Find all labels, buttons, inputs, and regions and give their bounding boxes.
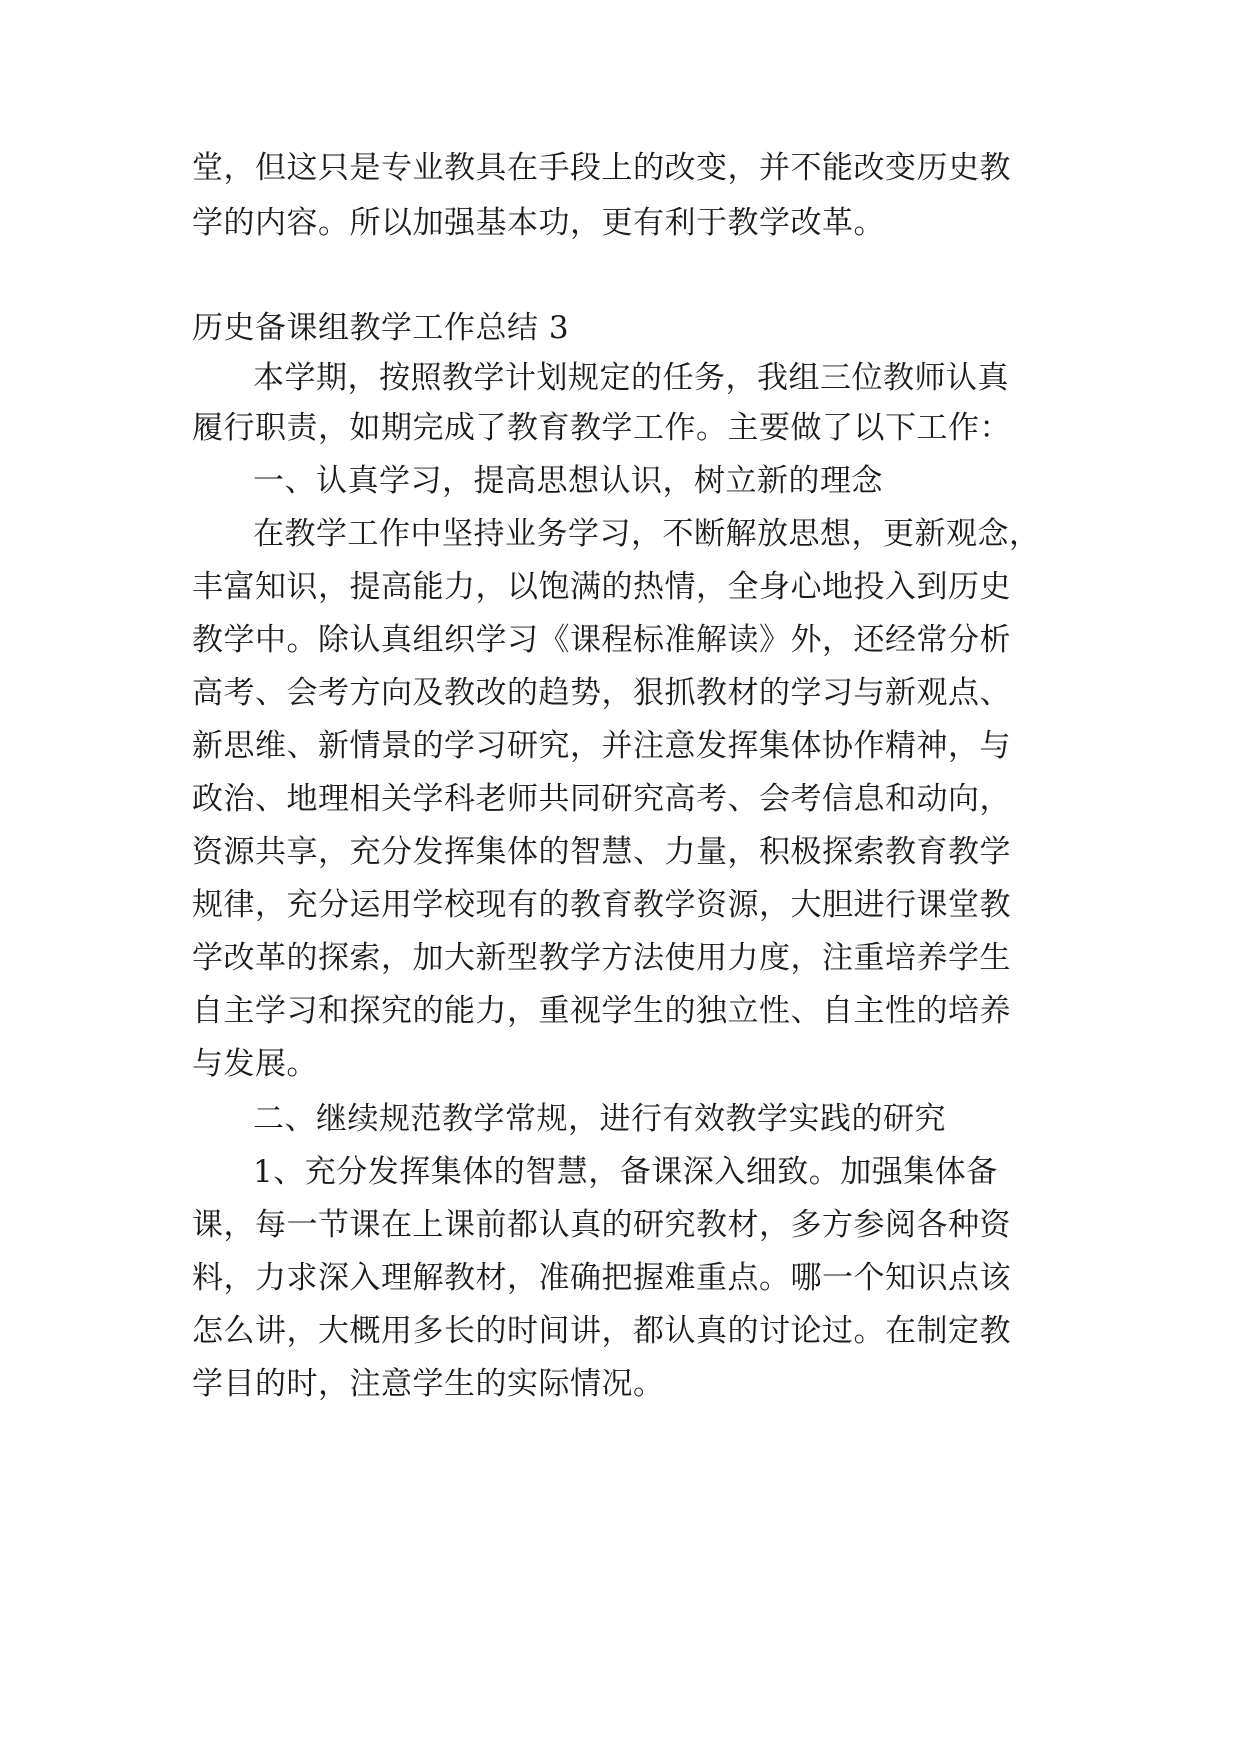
text-line: 怎么讲，大概用多长的时间讲，都认真的讨论过。在制定教	[192, 1313, 1011, 1349]
text-line: 料，力求深入理解教材，准确把握难重点。哪一个知识点该	[192, 1260, 1011, 1296]
text-line: 政治、地理相关学科老师共同研究高考、会考信息和动向，	[192, 781, 1011, 817]
text-line: 自主学习和探究的能力，重视学生的独立性、自主性的培养	[192, 993, 1011, 1029]
text-line: 丰富知识，提高能力，以饱满的热情，全身心地投入到历史	[192, 569, 1011, 605]
text-line: 与发展。	[192, 1046, 318, 1082]
text-line: 堂，但这只是专业教具在手段上的改变，并不能改变历史教	[192, 150, 1011, 186]
text-line: 高考、会考方向及教改的趋势，狠抓教材的学习与新观点、	[192, 675, 1011, 711]
text-line: 教学中。除认真组织学习《课程标准解读》外，还经常分析	[192, 622, 1011, 658]
heading-two: 二、继续规范教学常规，进行有效教学实践的研究	[253, 1101, 946, 1137]
text-line: 课，每一节课在上课前都认真的研究教材，多方参阅各种资	[192, 1207, 1011, 1243]
paragraph-first-line: 在教学工作中坚持业务学习，不断解放思想，更新观念，	[253, 516, 1041, 552]
text-line: 资源共享，充分发挥集体的智慧、力量，积极探索教育教学	[192, 834, 1011, 870]
text-line: 学改革的探索，加大新型教学方法使用力度，注重培养学生	[192, 940, 1011, 976]
text-line: 履行职责，如期完成了教育教学工作。主要做了以下工作：	[192, 410, 1011, 446]
text-line: 规律，充分运用学校现有的教育教学资源，大胆进行课堂教	[192, 887, 1011, 923]
text-line: 新思维、新情景的学习研究，并注意发挥集体协作精神，与	[192, 728, 1011, 764]
text-line: 学的内容。所以加强基本功，更有利于教学改革。	[192, 205, 885, 241]
heading-one: 一、认真学习，提高思想认识，树立新的理念	[253, 463, 883, 499]
paragraph-first-line: 本学期，按照教学计划规定的任务，我组三位教师认真	[253, 360, 1009, 396]
text-line: 学目的时，注意学生的实际情况。	[192, 1366, 665, 1402]
paragraph-first-line: 1、充分发挥集体的智慧，备课深入细致。加强集体备	[253, 1154, 998, 1190]
section-title: 历史备课组教学工作总结 3	[192, 310, 570, 346]
